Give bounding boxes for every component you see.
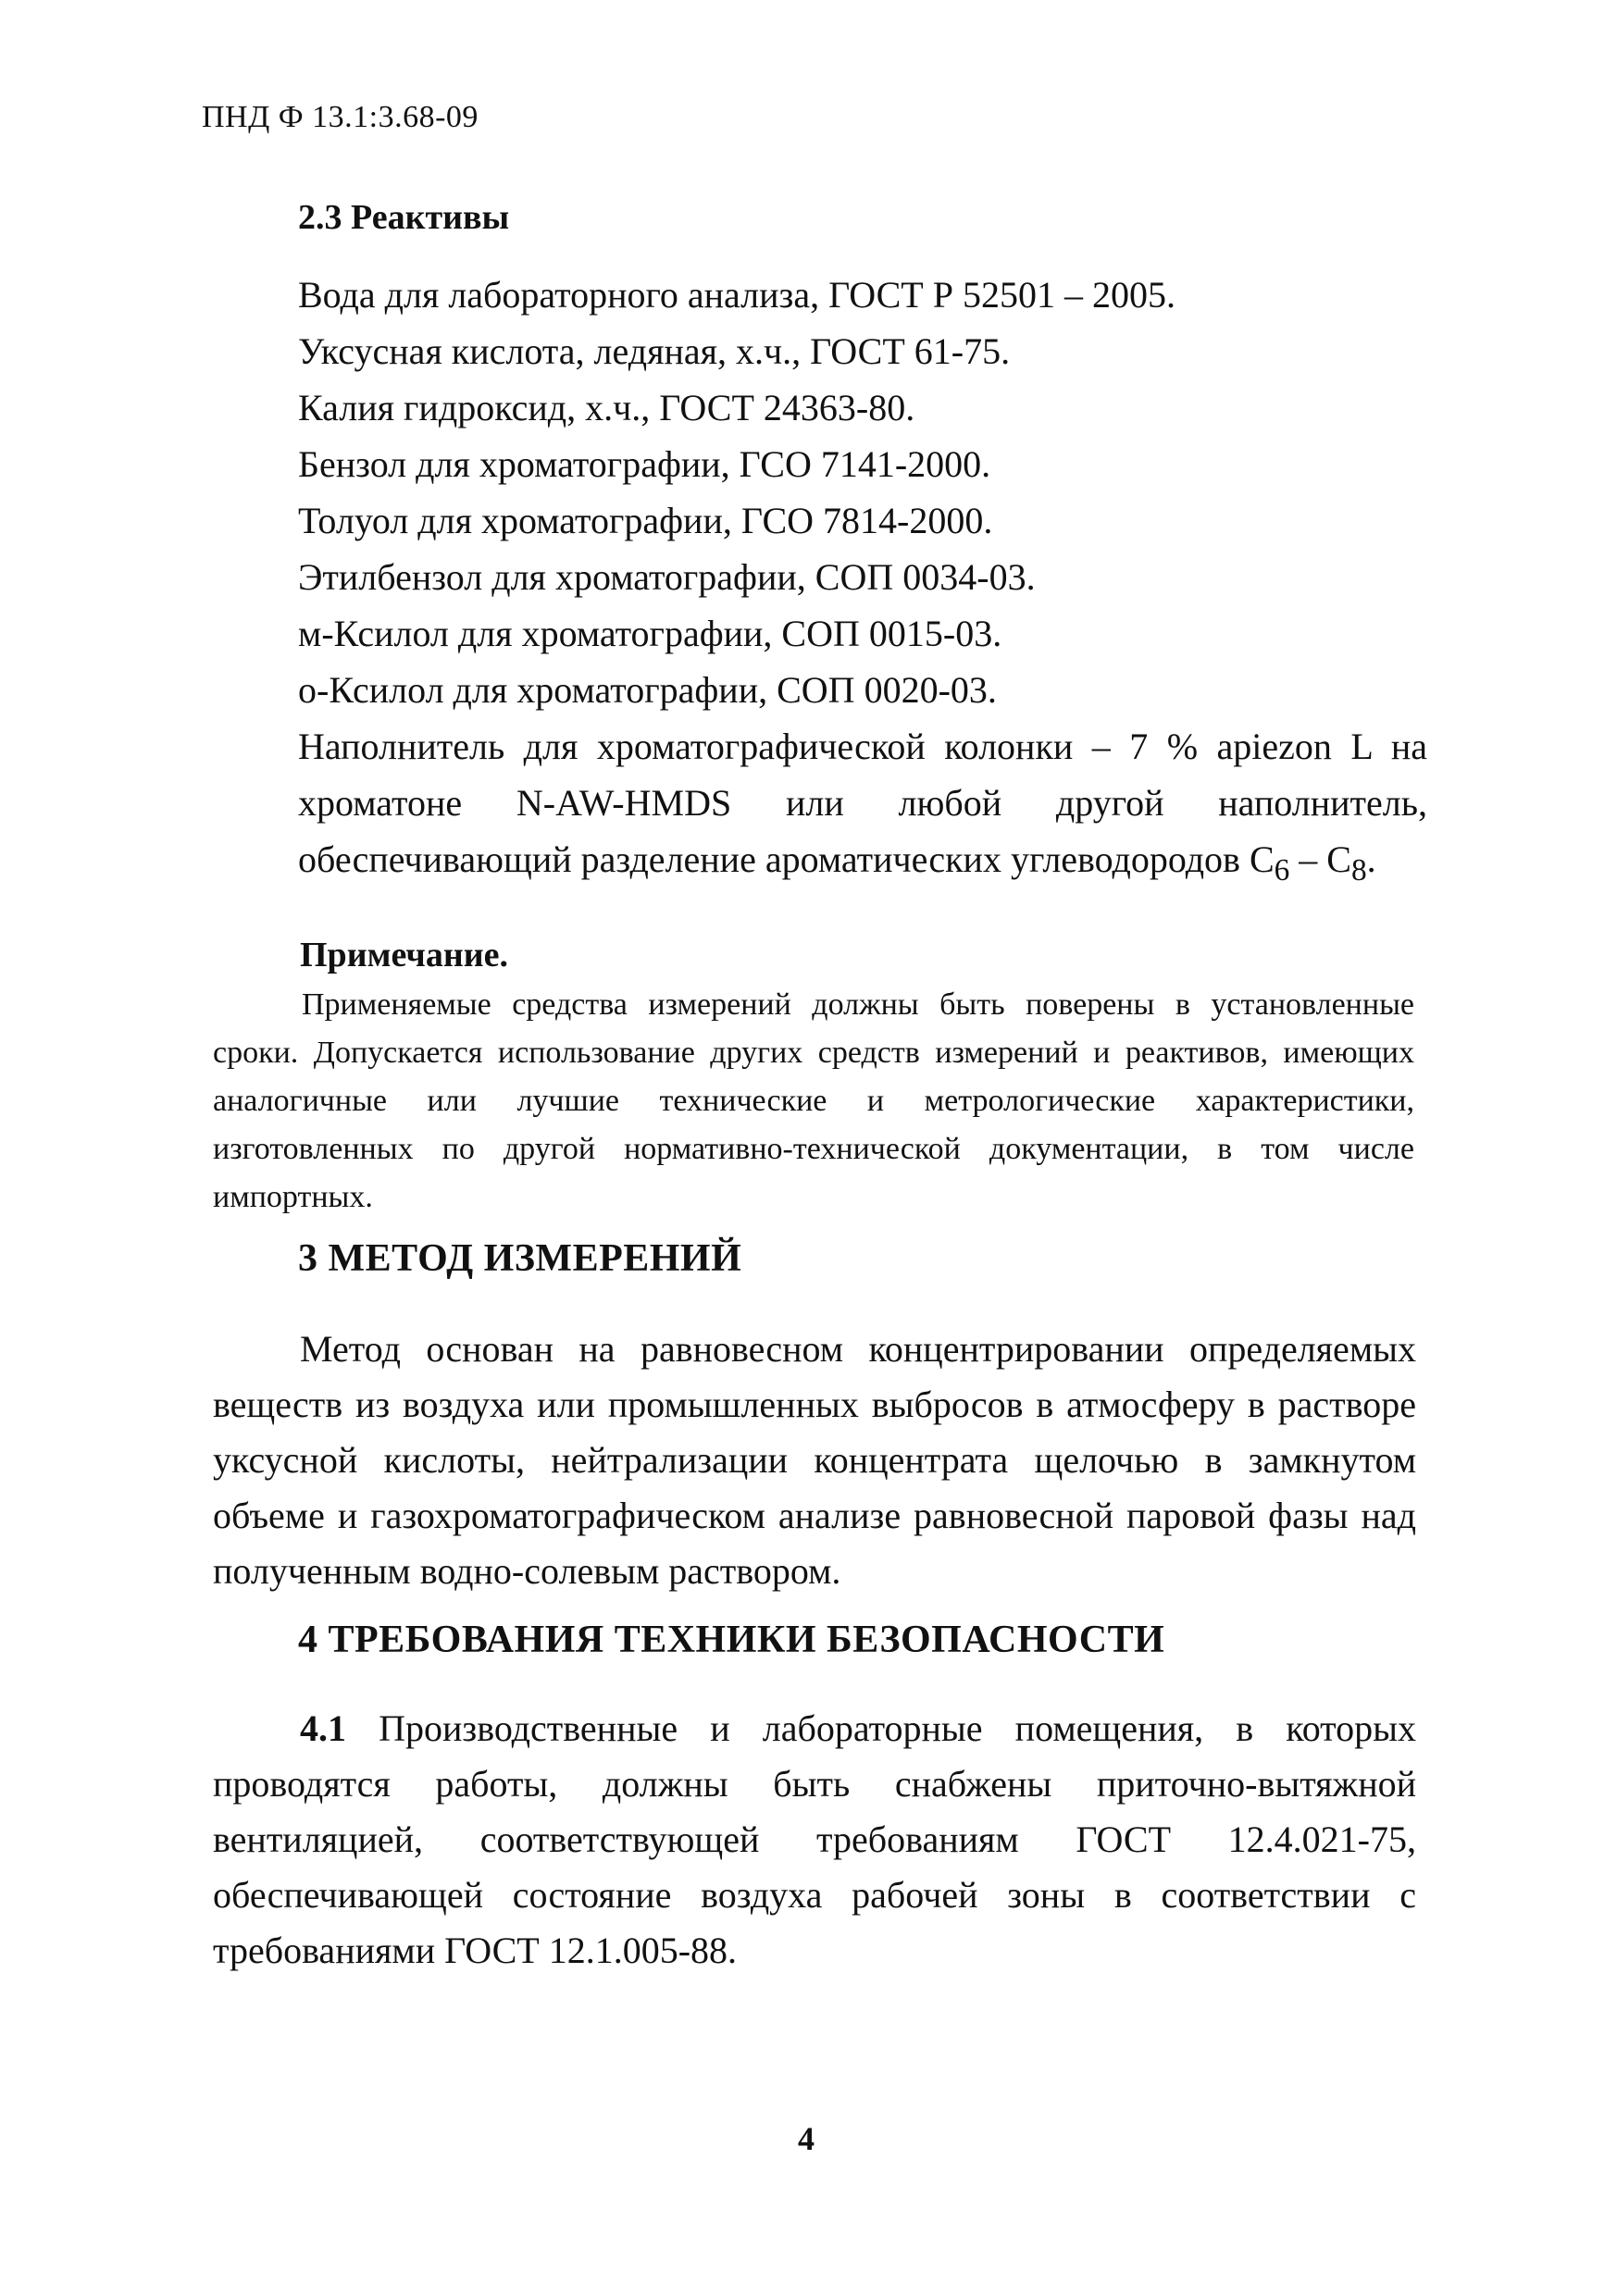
reagent-item: Бензол для хроматографии, ГСО 7141-2000. (298, 443, 991, 485)
reagent-item: Толуол для хроматографии, ГСО 7814-2000. (298, 500, 993, 541)
note-heading: Примечание. (300, 936, 508, 974)
reagent-item: м-Ксилол для хроматографии, СОП 0015-03. (298, 613, 1002, 654)
section-4-paragraph-1 (213, 1701, 1416, 1979)
c8-symbol: C (1326, 838, 1351, 880)
section-3-body: Метод основан на равновесном концентрировании определяемых веществ из воздуха или промышленных выбросов в атмосферу в растворе уксусной кислоты, нейтрализации концентрата щелочью в замкнутом объеме и газохроматографическом анализе равновесной паровой фазы над полученным водно-солевым раствором. (213, 1328, 1416, 1592)
paragraph-text: Производственные и лабораторные помещения, в которых проводятся работы, должны быть снабжены приточно-вытяжной вентиляцией, соответствующей требованиям ГОСТ 12.4.021-75, обеспечивающей состояние воздуха рабочей зоны в соответствии с требованиями ГОСТ 12.1.005-88. (213, 1707, 1416, 1971)
note-body: Применяемые средства измерений должны быть поверены в установленные сроки. Допускается использование других средств измерений и реактивов, имеющих аналогичные или лучшие технические и метрологические характеристики, изготовленных по другой нормативно-технической документации, в том числе импортных. (213, 987, 1414, 1214)
section-4-title: 4 ТРЕБОВАНИЯ ТЕХНИКИ БЕЗОПАСНОСТИ (298, 1619, 1165, 1661)
reagent-item: Вода для лабораторного анализа, ГОСТ Р 52501 – 2005. (298, 274, 1175, 316)
reagent-item: Калия гидроксид, х.ч., ГОСТ 24363-80. (298, 387, 915, 428)
reagent-item: Уксусная кислота, ледяная, х.ч., ГОСТ 61-75. (298, 330, 1011, 372)
document-id: ПНД Ф 13.1:3.68-09 (202, 100, 479, 134)
section-3-title: 3 МЕТОД ИЗМЕРЕНИЙ (298, 1237, 742, 1280)
range-dash: – (1289, 838, 1327, 880)
reagents-list (298, 267, 1427, 899)
c6-subscript: 6 (1274, 853, 1290, 887)
filler-end: . (1366, 838, 1376, 880)
c8-subscript: 8 (1350, 853, 1367, 887)
paragraph-number: 4.1 (300, 1707, 346, 1749)
reagent-item: Этилбензол для хроматографии, СОП 0034-03. (298, 556, 1036, 598)
reagent-item: о-Ксилол для хроматографии, СОП 0020-03. (298, 669, 997, 711)
c6-symbol: C (1249, 838, 1275, 880)
reagent-item-filler (298, 718, 1427, 899)
filler-text: Наполнитель для хроматографической колонки – 7 % apiezon L на хроматоне N-AW-HMDS или любой другой наполнитель, обеспечивающий разделение ароматических углеводородов (298, 726, 1427, 880)
section-2-3-title: 2.3 Реактивы (298, 198, 510, 237)
page-number: 4 (798, 2120, 815, 2157)
